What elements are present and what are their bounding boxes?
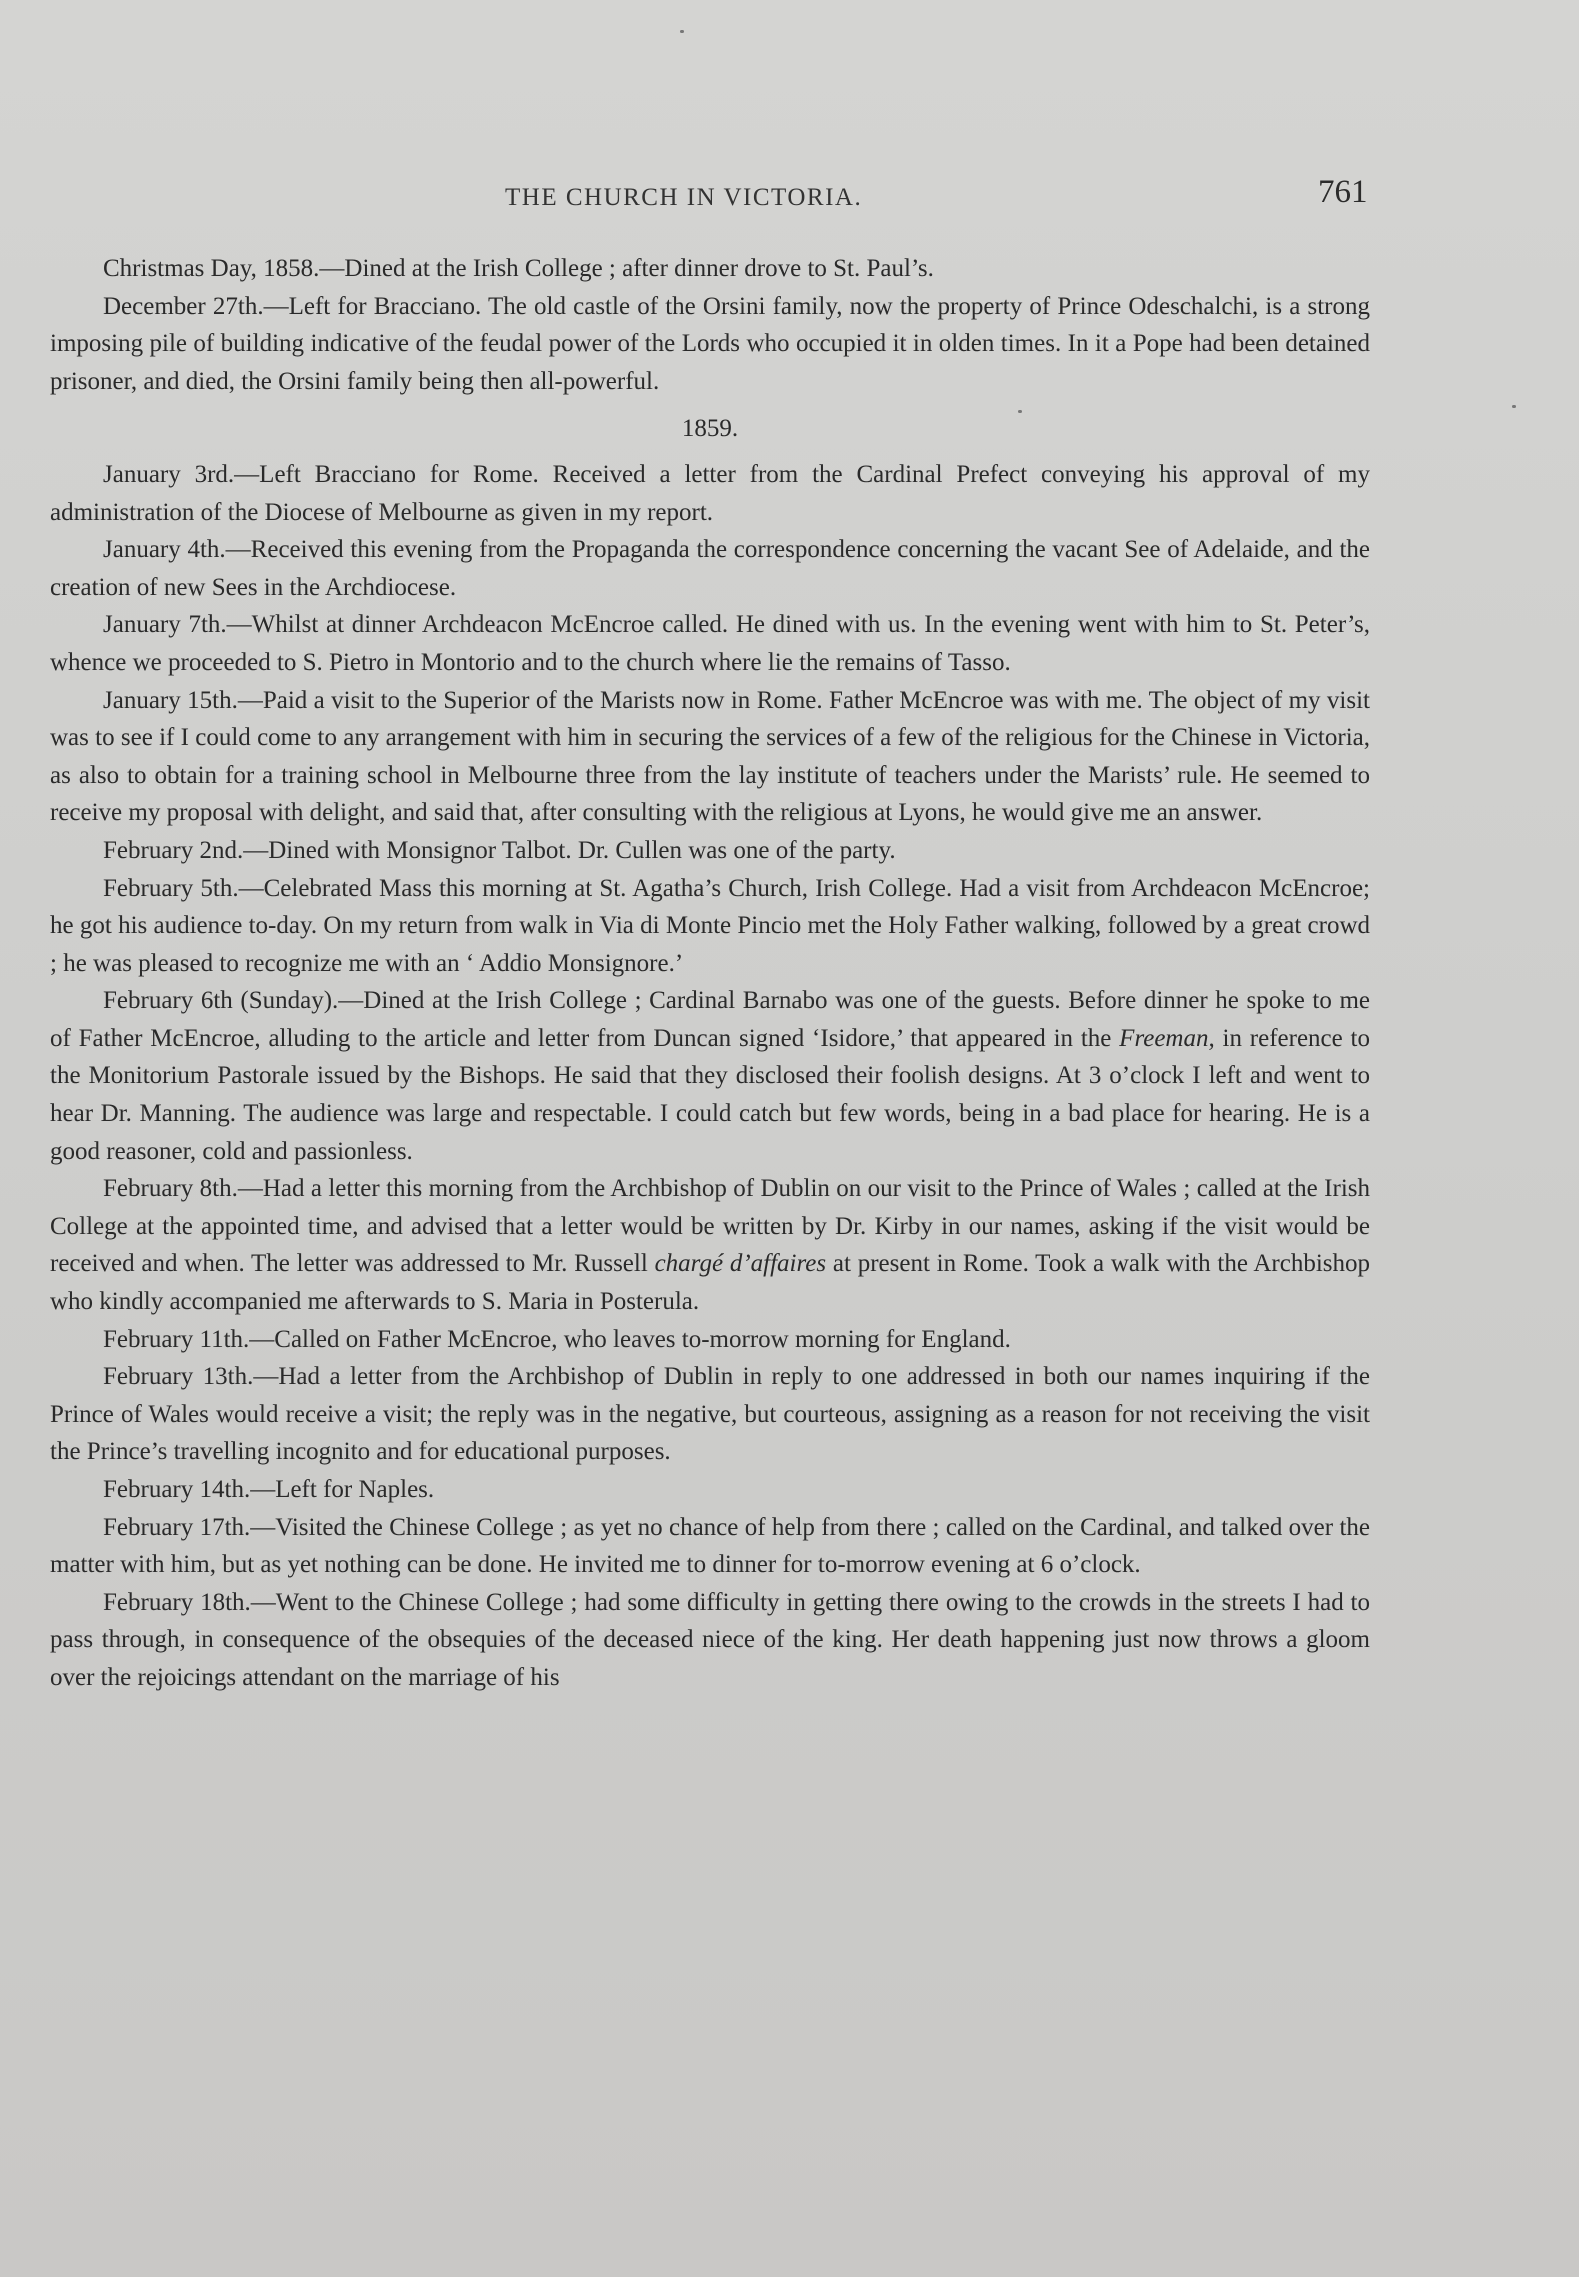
running-title: THE CHURCH IN VICTORIA. — [505, 184, 863, 211]
paper-speck — [680, 30, 684, 33]
page-number: 761 — [1318, 174, 1368, 210]
paragraph: February 11th.—Called on Father McEncroe, who leaves to-morrow morning for England. — [103, 1325, 1011, 1353]
paragraph: February 2nd.—Dined with Monsignor Talbot. Dr. Cullen was one of the party. — [103, 836, 896, 864]
paragraph: January 3rd.—Left Bracciano for Rome. Received a letter from the Cardinal Prefect conveying his approval of my administration of the Diocese of Melbourne as given in my report. — [50, 460, 1370, 526]
paper-speck — [1018, 410, 1022, 413]
paragraph — [50, 1170, 1370, 1320]
paragraph-text: in reference to the Monitorium Pastorale issued by the Bishops. He said that they disclosed their foolish designs. At 3 o’clock I left and went to hear Dr. Manning. The audience was large and respectable. I could catch but few words, being in a bad place for hearing. He is a good reasoner, cold and passionless. — [50, 1024, 1370, 1165]
paragraph-text: February 8th.—Had a letter this morning from the Archbishop of Dublin on our visit to the Prince of Wales ; called at the Irish College at the appointed time, and advised that a letter would be written by Dr. Kirby in our names, asking if the visit would be received and when. The letter was addressed to Mr. Russell — [50, 1175, 1370, 1278]
newspaper-title: Freeman, — [1119, 1024, 1215, 1052]
paragraph: February 18th.—Went to the Chinese College ; had some difficulty in getting there owing to the crowds in the streets I had to pass through, in consequence of the obsequies of the deceased niece of the king. Her death happening just now throws a gloom over the rejoicings attendant on the marriage of his — [50, 1588, 1370, 1691]
paper-speck — [1512, 405, 1516, 408]
paragraph: February 13th.—Had a letter from the Archbishop of Dublin in reply to one addressed in both our names inquiring if the Prince of Wales would receive a visit; the reply was in the negative, but courteous, assigning as a reason for not receiving the visit the Prince’s travelling incognito and for educational purposes. — [50, 1363, 1370, 1466]
paragraph: February 17th.—Visited the Chinese College ; as yet no chance of help from there ; called on the Cardinal, and talked over the matter with him, but as yet nothing can be done. He invited me to dinner for to-morrow evening at 6 o’clock. — [50, 1513, 1370, 1579]
paragraph: February 5th.—Celebrated Mass this morning at St. Agatha’s Church, Irish College. Had a visit from Archdeacon McEncroe; he got his audience to-day. On my return from walk in Via di Monte Pincio met the Holy Father walking, followed by a great crowd ; he was pleased to recognize me with an ‘ Addio Monsignore.’ — [50, 874, 1370, 977]
italic-phrase: chargé d’affaires — [654, 1250, 827, 1278]
paragraph: February 14th.—Left for Naples. — [103, 1476, 435, 1503]
paragraph-text: at present in Rome. Took a walk with the Archbishop who kindly accompanied me afterwards to S. Maria in Posterula. — [50, 1250, 1370, 1316]
paragraph — [50, 982, 1370, 1170]
year-heading: 1859. — [681, 415, 739, 443]
paragraph: January 7th.—Whilst at dinner Archdeacon McEncroe called. He dined with us. In the evening went with him to St. Peter’s, whence we proceeded to S. Pietro in Montorio and to the church where lie the remains of Tasso. — [50, 611, 1370, 676]
paragraph-text: February 6th (Sunday).—Dined at the Irish College ; Cardinal Barnabo was one of the guests. Before dinner he spoke to me of Father McEncroe, alluding to the article and letter from Duncan signed ‘Isidore,’ that appeared in the — [50, 987, 1370, 1052]
paragraph: Christmas Day, 1858.—Dined at the Irish College ; after dinner drove to St. Paul’s. — [103, 255, 934, 282]
paragraph: January 15th.—Paid a visit to the Superior of the Marists now in Rome. Father McEncroe was with me. The object of my visit was to see if I could come to any arrangement with him in securing the services of a few of the religious for the Chinese in Victoria, as also to obtain for a training school in Melbourne three from the lay institute of teachers under the Marists’ rule. He seemed to receive my proposal with delight, and said that, after consulting with the religious at Lyons, he would give me an answer. — [50, 686, 1370, 827]
page-header — [0, 172, 1579, 222]
paragraph: December 27th.—Left for Bracciano. The old castle of the Orsini family, now the property of Prince Odeschalchi, is a strong imposing pile of building indicative of the feudal power of the Lords who occupied it in olden times. In it a Pope had been detained prisoner, and died, the Orsini family being then all-powerful. — [50, 292, 1370, 395]
body-text — [50, 250, 1370, 1697]
paragraph: January 4th.—Received this evening from the Propaganda the correspondence concerning the vacant See of Adelaide, and the creation of new Sees in the Archdiocese. — [50, 536, 1370, 601]
